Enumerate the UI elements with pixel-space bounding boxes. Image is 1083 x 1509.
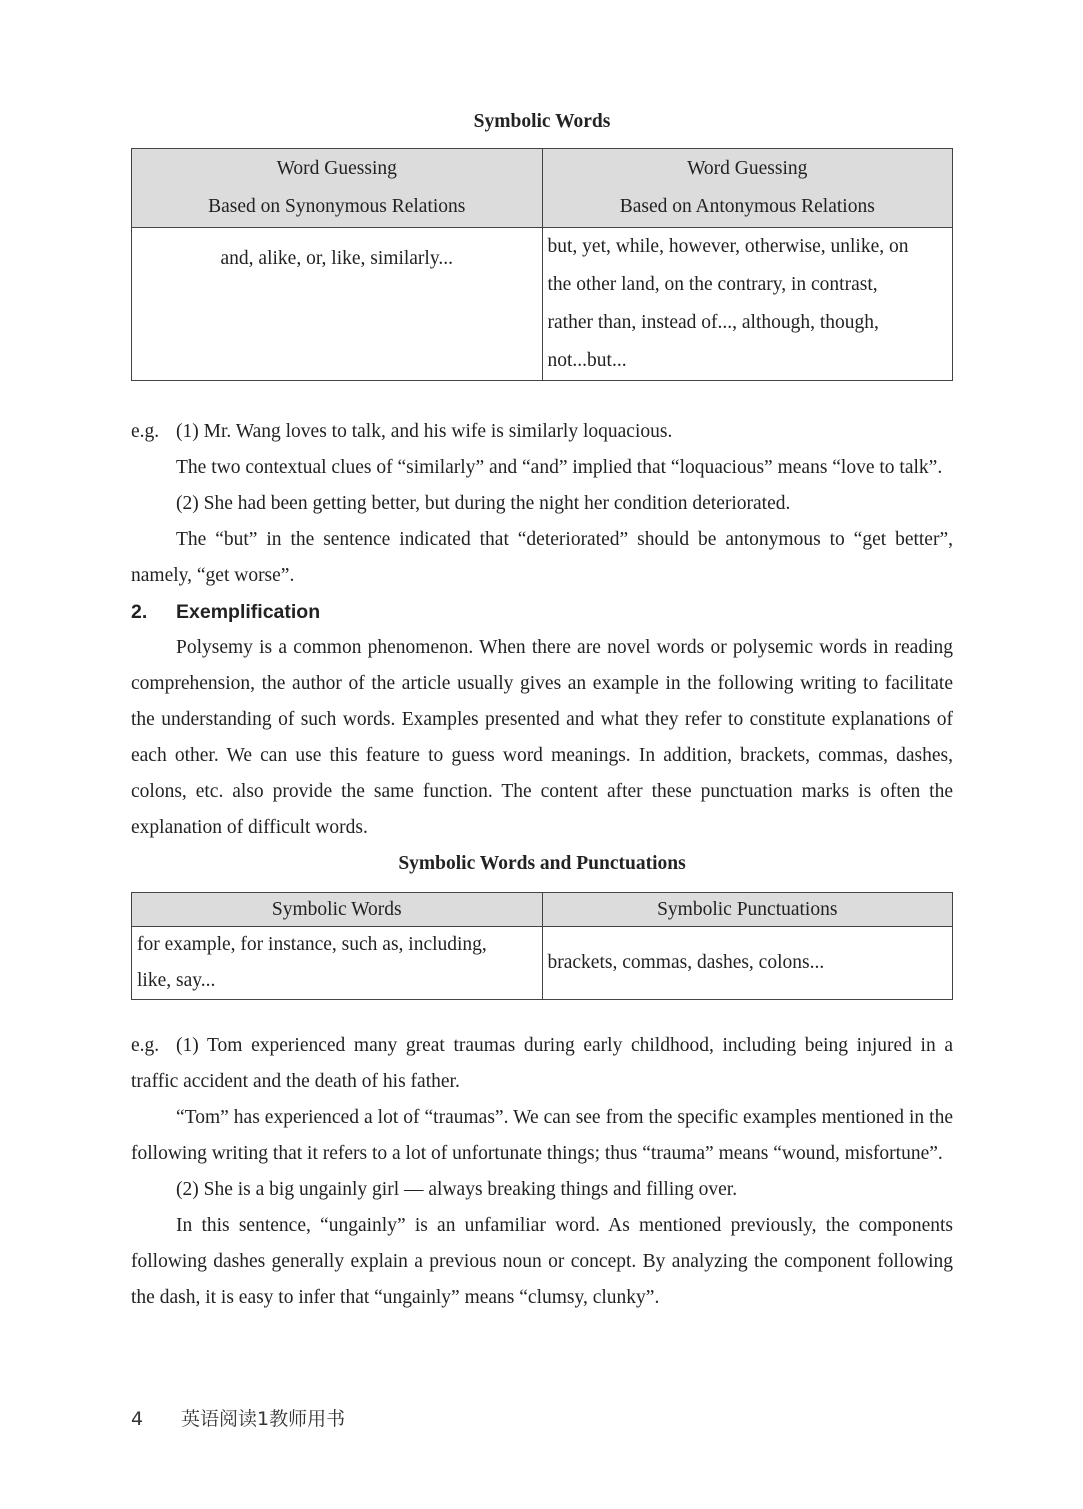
table1-caption: Symbolic Words <box>473 111 611 132</box>
cell-line: the other land, on the contrary, in contrast, <box>547 274 878 295</box>
example-text: (1) Mr. Wang loves to talk, and his wife is similarly loquacious. <box>176 421 673 442</box>
table2-header-punctuations: Symbolic Punctuations <box>542 893 953 927</box>
section-heading <box>131 594 953 630</box>
table2-body-row <box>132 927 953 1000</box>
cell-line: rather than, instead of..., although, though, <box>547 312 879 333</box>
cell-line: for example, for instance, such as, including, <box>137 934 487 955</box>
page-content <box>131 110 953 1316</box>
page-number: 4 <box>131 1408 144 1430</box>
table1-body-row <box>132 228 953 381</box>
symbolic-words-table <box>131 148 953 381</box>
cell-line: not...but... <box>547 350 627 371</box>
example1-item2: (2) She had been getting better, but during the night her condition deteriorated. <box>176 493 791 514</box>
header-line: Based on Antonymous Relations <box>619 196 875 217</box>
eg-label: e.g. <box>131 421 160 442</box>
table2-cell-punctuations: brackets, commas, dashes, colons... <box>542 927 953 1000</box>
cell-line: but, yet, while, however, otherwise, unlike, on <box>547 236 909 257</box>
cell-line: like, say... <box>137 970 216 991</box>
section-paragraph: Polysemy is a common phenomenon. When there are novel words or polysemic words in reading comprehension, the author of the article usually gives an example in the following writing to facilitate the understanding of such words. Examples presented and what they refer to constitute explanations of each other. We can use this feature to guess word meanings. In addition, brackets, commas, dashes, colons, etc. also provide the same function. The content after these punctuation marks is often the explanation of difficult words. <box>131 637 953 838</box>
table1-cell-synonymous: and, alike, or, like, similarly... <box>132 228 543 381</box>
table1-header-row <box>132 149 953 228</box>
eg-label: e.g. <box>131 1035 160 1056</box>
book-title: 英语阅读1教师用书 <box>181 1408 346 1430</box>
table2-caption: Symbolic Words and Punctuations <box>398 853 686 874</box>
example2-item1 <box>131 1028 953 1100</box>
page-footer <box>131 1404 345 1431</box>
table2-header-words: Symbolic Words <box>132 893 543 927</box>
table1-cell-antonymous <box>542 228 953 381</box>
symbolic-punctuations-table <box>131 892 953 1000</box>
header-line: Word Guessing <box>276 158 397 179</box>
table2-header-row <box>132 893 953 927</box>
example2-explanation2: In this sentence, “ungainly” is an unfamiliar word. As mentioned previously, the components following dashes generally explain a previous noun or concept. By analyzing the component following the dash, it is easy to infer that “ungainly” means “clumsy, clunky”. <box>131 1215 953 1308</box>
example2-explanation1: “Tom” has experienced a lot of “traumas”. We can see from the specific examples mentioned in the following writing that it refers to a lot of unfortunate things; thus “trauma” means “wound, misfortune”. <box>131 1107 953 1164</box>
table2-cell-words <box>132 927 543 1000</box>
example-text: (1) Tom experienced many great traumas during early childhood, including being injured in a traffic accident and the death of his father. <box>131 1035 953 1092</box>
example1-explanation2: The “but” in the sentence indicated that “deteriorated” should be antonymous to “get better”, namely, “get worse”. <box>131 529 953 586</box>
example1-explanation1: The two contextual clues of “similarly” and “and” implied that “loquacious” means “love to talk”. <box>176 457 943 478</box>
section-title: Exemplification <box>176 601 321 623</box>
example1-item1 <box>131 414 953 450</box>
table1-header-synonymous <box>132 149 543 228</box>
example2-item2: (2) She is a big ungainly girl — always breaking things and filling over. <box>176 1179 738 1200</box>
header-line: Word Guessing <box>687 158 808 179</box>
section-number: 2. <box>131 601 148 623</box>
table1-header-antonymous <box>542 149 953 228</box>
header-line: Based on Synonymous Relations <box>208 196 466 217</box>
